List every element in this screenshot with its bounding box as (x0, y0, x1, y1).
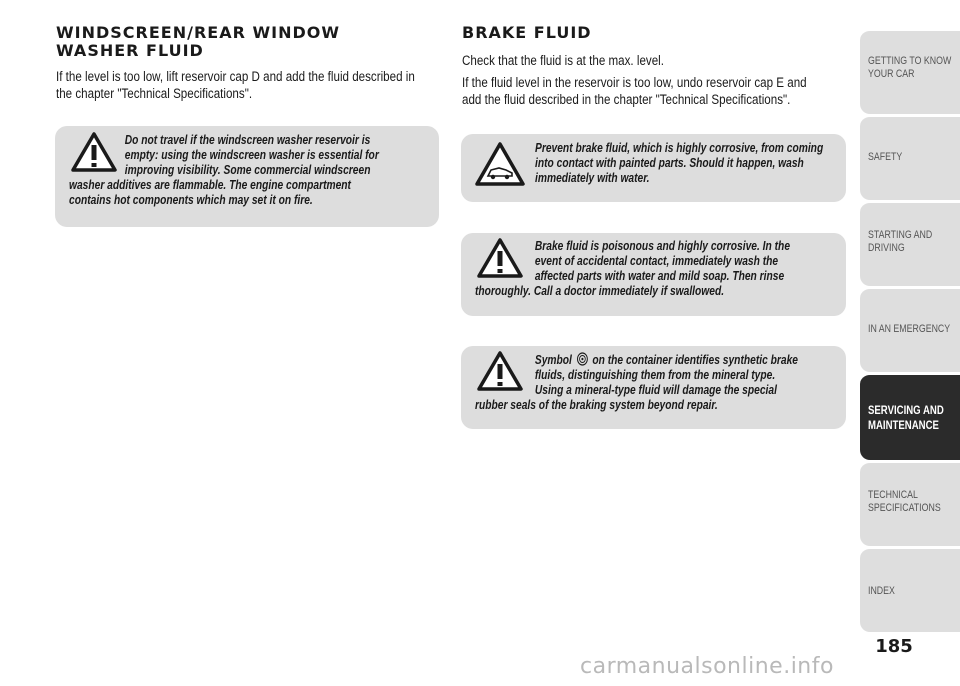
brake-fluid-warning-box-1 (461, 134, 846, 202)
brake-fluid-warning-box-2 (461, 233, 846, 316)
tab-label (868, 229, 932, 255)
tab-label (868, 323, 950, 336)
warn-line: contains hot components which may set it on fire. (69, 193, 313, 207)
washer-fluid-body (56, 68, 415, 102)
body-line-2: the chapter "Technical Specifications". (56, 86, 253, 101)
tab-label-line: YOUR CAR (868, 68, 915, 80)
warn-line: Using a mineral-type fluid will damage the special (534, 383, 777, 397)
tab-technical-specifications[interactable] (860, 462, 960, 546)
warn-line: rubber seals of the braking system beyond repair. (475, 398, 718, 412)
brake-fluid-body (462, 52, 807, 108)
symbol-prefix: Symbol (534, 353, 572, 367)
tab-label (868, 151, 902, 164)
washer-fluid-heading (56, 24, 340, 60)
tab-safety[interactable] (860, 116, 960, 200)
tab-label-line: INDEX (868, 585, 895, 597)
brake-warning-3-text (475, 352, 798, 413)
washer-fluid-warning-box (55, 126, 439, 227)
tab-label (868, 403, 944, 433)
tab-label (868, 489, 941, 515)
heading-line-2: WASHER FLUID (56, 41, 204, 60)
tab-servicing-and-maintenance[interactable] (860, 374, 960, 460)
brake-fluid-warning-box-3 (461, 346, 846, 429)
warn-line: empty: using the windscreen washer is essential for (124, 148, 379, 162)
body-line-1: If the level is too low, lift reservoir cap D and add the fluid described in (56, 69, 415, 84)
tab-label-line: TECHNICAL (868, 489, 918, 501)
warn-line: affected parts with water and mild soap. Then rinse (534, 269, 785, 283)
warn-line: fluids, distinguishing them from the mineral type. (534, 368, 776, 382)
tab-label-line: SERVICING AND (868, 403, 944, 417)
warn-line: washer additives are flammable. The engine compartment (69, 178, 351, 192)
tab-label-line: IN AN EMERGENCY (868, 323, 951, 335)
tab-label (868, 585, 895, 598)
tab-label-line: SPECIFICATIONS (868, 502, 941, 514)
symbol-suffix: on the container identifies synthetic brake (592, 353, 798, 367)
warn-line-with-symbol (475, 352, 798, 368)
body-line-2: If the fluid level in the reservoir is too low, undo reservoir cap E and (462, 75, 807, 90)
synthetic-fluid-symbol-icon (576, 352, 587, 366)
tab-label-line: MAINTENANCE (868, 418, 939, 432)
tab-label-line: STARTING AND (868, 229, 933, 241)
warn-line: into contact with painted parts. Should it happen, wash (535, 156, 804, 170)
warn-line: Do not travel if the windscreen washer reservoir is (124, 133, 371, 147)
warn-line: Prevent brake fluid, which is highly corrosive, from coming (535, 141, 824, 155)
tab-starting-and-driving[interactable] (860, 202, 960, 286)
tab-label-line: SAFETY (868, 151, 903, 163)
washer-fluid-warning-text (69, 133, 379, 208)
brake-warning-2-text (475, 239, 790, 299)
watermark: carmanualsonline.info (580, 654, 834, 679)
warn-line: immediately with water. (535, 171, 650, 185)
car-caution-triangle-icon (475, 142, 525, 186)
body-line-3: add the fluid described in the chapter "Technical Specifications". (462, 92, 791, 107)
tab-getting-to-know-your-car[interactable] (860, 30, 960, 114)
warn-line: Brake fluid is poisonous and highly corrosive. In the (534, 239, 791, 253)
tab-label-line: DRIVING (868, 242, 905, 254)
tab-label (868, 55, 951, 81)
brake-fluid-heading: BRAKE FLUID (462, 23, 592, 42)
warn-line: thoroughly. Call a doctor immediately if swallowed. (475, 284, 725, 298)
page-number: 185 (875, 636, 913, 657)
tab-in-an-emergency[interactable] (860, 288, 960, 372)
brake-warning-1-text (535, 141, 823, 186)
heading-line-1: WINDSCREEN/REAR WINDOW (56, 23, 340, 42)
warn-line: improving visibility. Some commercial windscreen (124, 163, 371, 177)
tab-label-line: GETTING TO KNOW (868, 55, 952, 67)
tab-index[interactable] (860, 548, 960, 632)
body-line-1: Check that the fluid is at the max. level. (462, 53, 664, 68)
warn-line: event of accidental contact, immediately wash the (534, 254, 779, 268)
